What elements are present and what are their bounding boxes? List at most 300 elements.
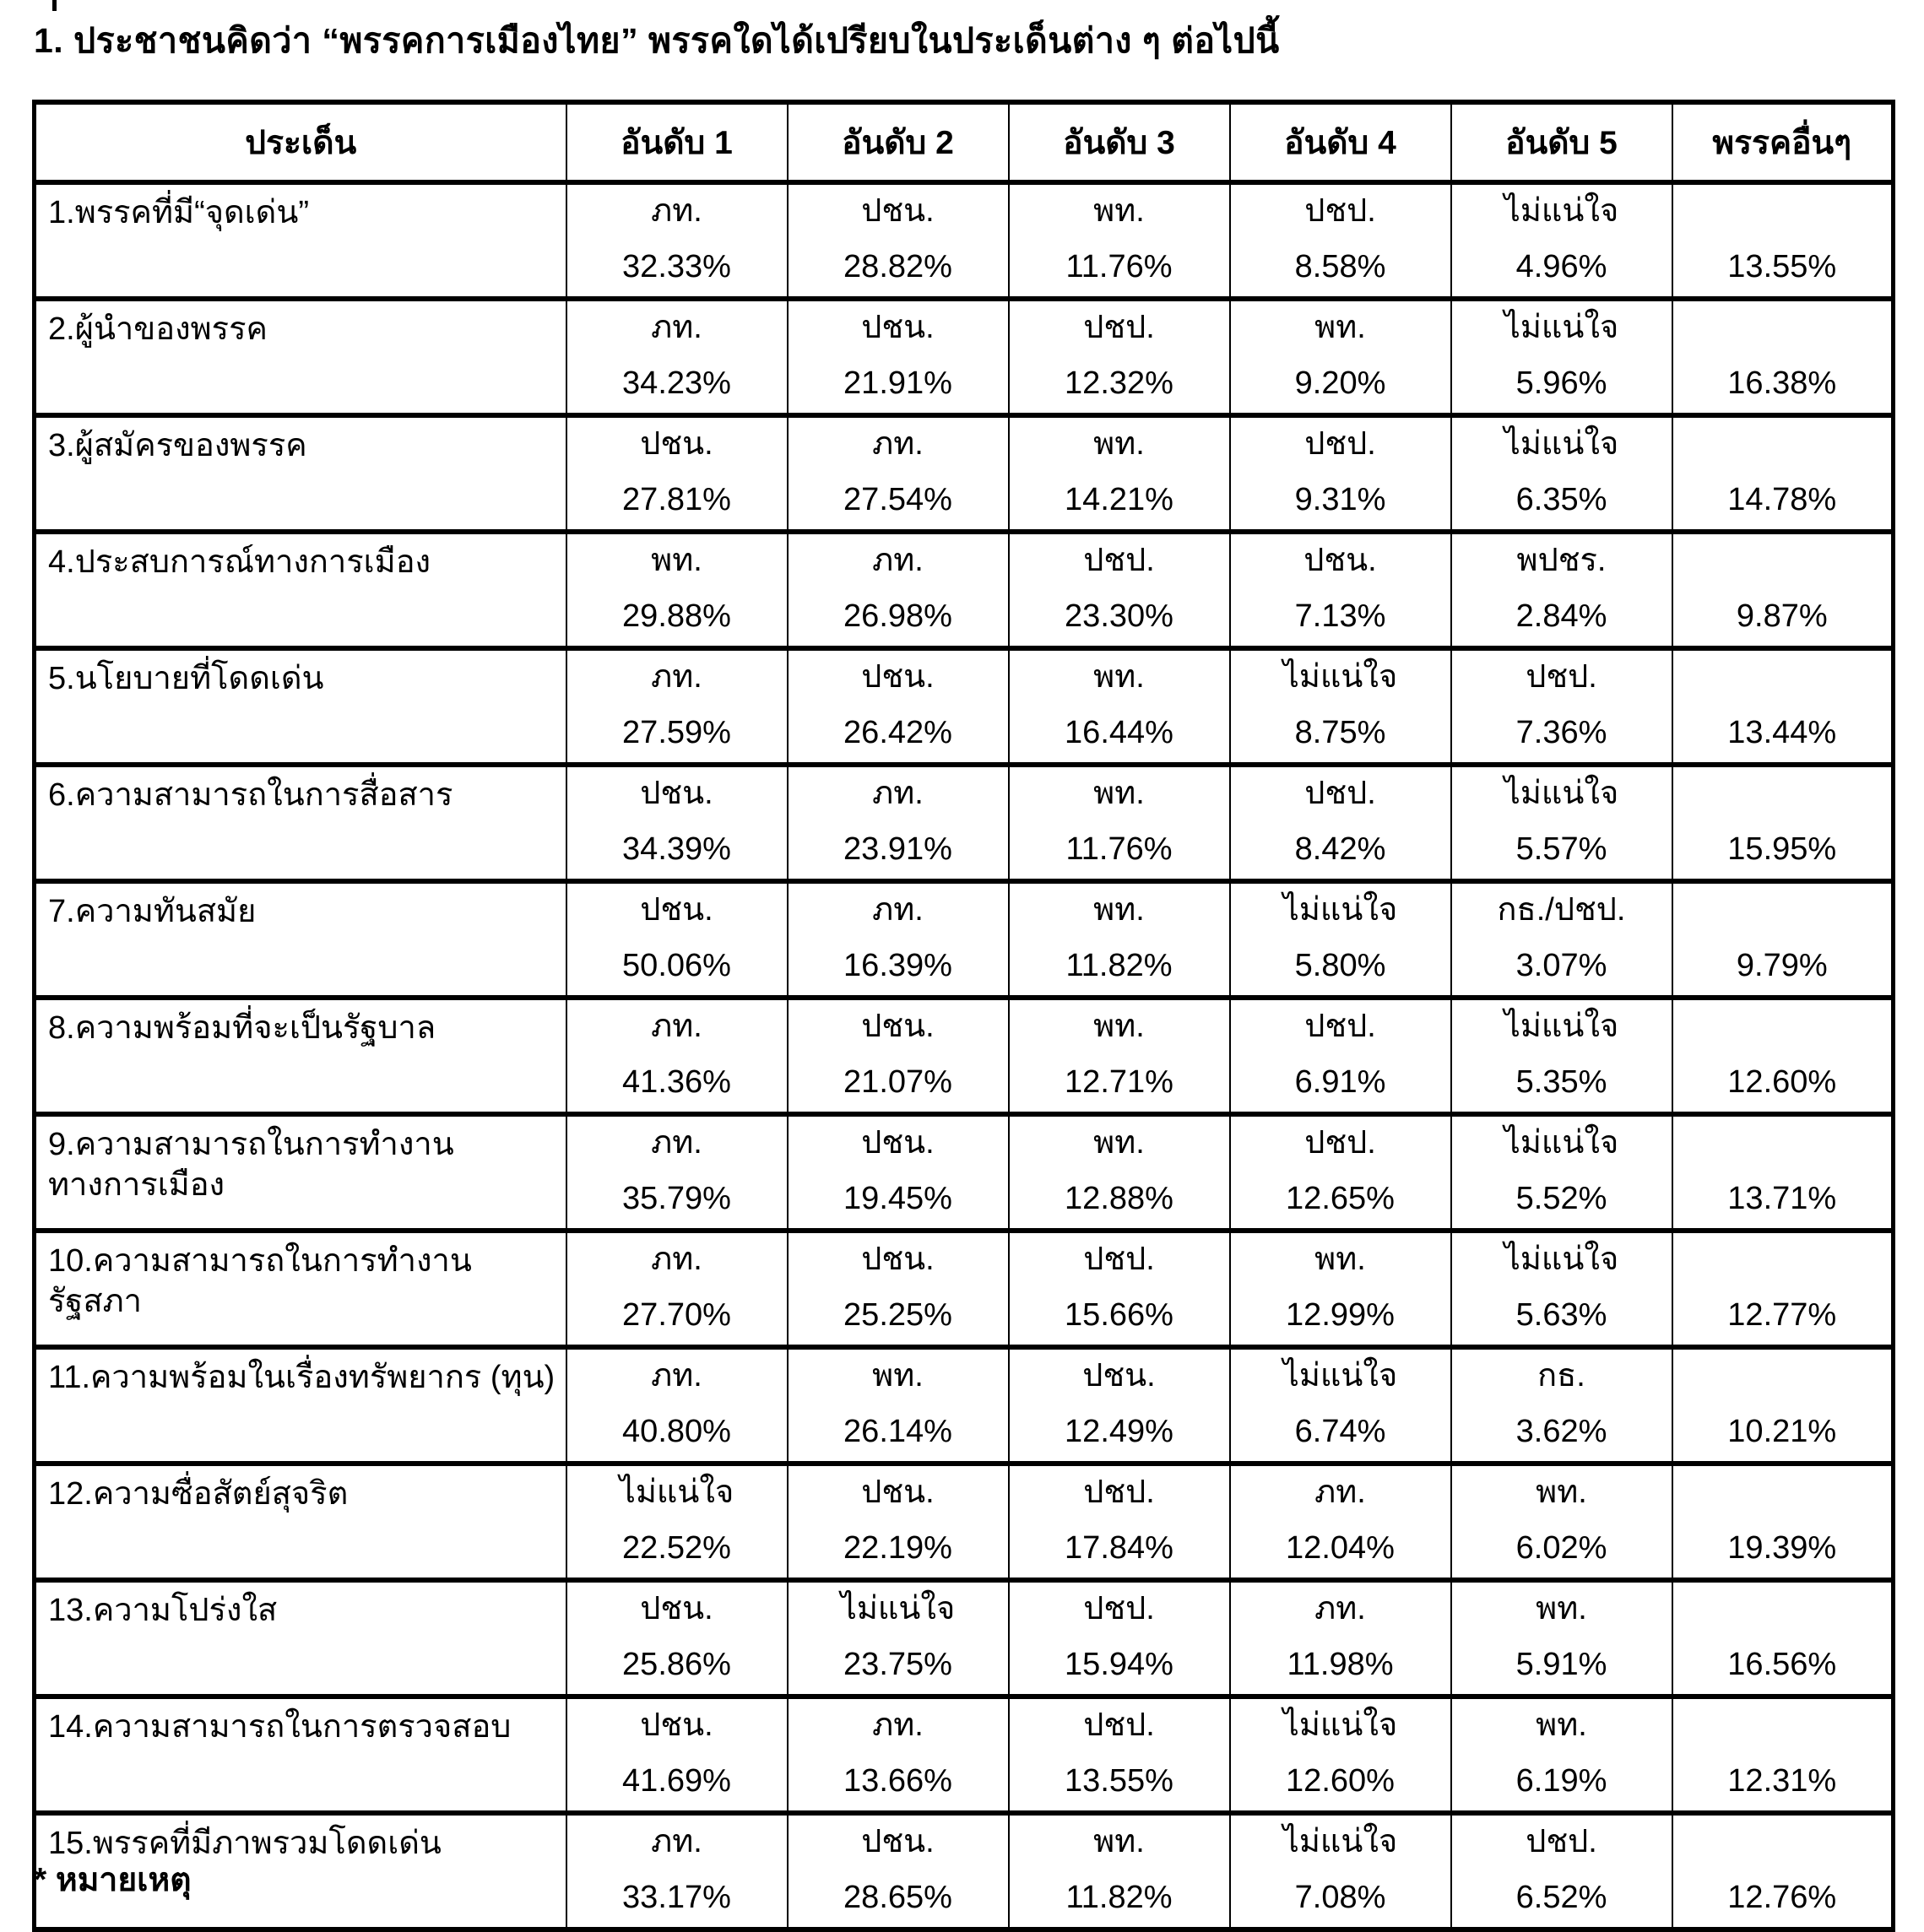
party-label: ปชน. [640, 776, 713, 811]
table-row [35, 1114, 1894, 1231]
party-label: ไม่แน่ใจ [840, 1591, 956, 1626]
issue-label: 15.พรรคที่มีภาพรวมโดดเด่น [48, 1826, 442, 1861]
rank-cell [566, 182, 788, 299]
table-row [35, 648, 1894, 765]
issue-cell [35, 648, 566, 765]
percent-value: 21.07% [843, 1064, 952, 1101]
party-label: ไม่แน่ใจ [1282, 1707, 1398, 1743]
percent-value: 6.35% [1515, 482, 1607, 518]
table-row [35, 1580, 1894, 1697]
issue-label: 8.ความพร้อมที่จะเป็นรัฐบาล [48, 1010, 436, 1046]
rank-cell [788, 765, 1009, 881]
percent-value: 26.14% [843, 1414, 952, 1450]
issue-cell [35, 998, 566, 1114]
party-label: พท. [1093, 1009, 1145, 1044]
issue-cell [35, 182, 566, 299]
party-label: ปชน. [861, 1824, 935, 1859]
percent-value: 7.13% [1294, 598, 1386, 635]
percent-value: 12.65% [1286, 1181, 1395, 1217]
column-header-rank-4: อันดับ 4 [1230, 102, 1451, 182]
percent-value: 27.54% [843, 482, 952, 518]
percent-value: 12.32% [1065, 365, 1173, 402]
table-row [35, 532, 1894, 648]
rank-cell [566, 1347, 788, 1464]
rank-cell [1230, 998, 1451, 1114]
percent-value: 29.88% [622, 598, 731, 635]
others-cell [1672, 1347, 1894, 1464]
issue-cell [35, 1464, 566, 1580]
party-label: ไม่แน่ใจ [1504, 1242, 1619, 1277]
rank-cell [1009, 1464, 1230, 1580]
others-value: 13.55% [1727, 249, 1837, 285]
rank-cell [1230, 1114, 1451, 1231]
column-header-rank-1: อันดับ 1 [566, 102, 788, 182]
percent-value: 17.84% [1065, 1530, 1173, 1567]
percent-value: 25.86% [622, 1647, 731, 1683]
rank-cell [1009, 648, 1230, 765]
percent-value: 15.94% [1065, 1647, 1173, 1683]
percent-value: 5.80% [1294, 948, 1386, 984]
issue-label: 3.ผู้สมัครของพรรค [48, 428, 307, 463]
others-value: 14.78% [1727, 482, 1837, 518]
rank-cell [1230, 765, 1451, 881]
party-label: ปชน. [861, 1242, 935, 1277]
table-row [35, 998, 1894, 1114]
percent-value: 23.75% [843, 1647, 952, 1683]
issue-cell [35, 532, 566, 648]
party-label: ภท. [651, 1824, 702, 1859]
rank-cell [788, 1697, 1009, 1813]
party-label: ภท. [872, 776, 924, 811]
column-header-rank-5: อันดับ 5 [1451, 102, 1672, 182]
party-label: พท. [1536, 1475, 1587, 1510]
rank-cell [566, 1464, 788, 1580]
party-label: ปชน. [861, 193, 935, 229]
others-value: 13.44% [1727, 715, 1837, 751]
issue-label: 11.ความพร้อมในเรื่องทรัพยากร (ทุน) [48, 1360, 556, 1395]
table-row [35, 1697, 1894, 1813]
percent-value: 8.42% [1294, 831, 1386, 868]
percent-value: 12.99% [1286, 1297, 1395, 1334]
issue-cell [35, 1114, 566, 1231]
rank-cell [1230, 1231, 1451, 1347]
rank-cell [788, 648, 1009, 765]
issue-label: 12.ความซื่อสัตย์สุจริต [48, 1476, 349, 1512]
table-body [35, 182, 1894, 1929]
rank-cell [1451, 1347, 1672, 1464]
issue-cell [35, 765, 566, 881]
party-label: ไม่แน่ใจ [619, 1475, 734, 1510]
party-label: ปชน. [640, 892, 713, 928]
table-row [35, 1231, 1894, 1347]
header-row [35, 102, 1894, 182]
issue-label: 13.ความโปร่งใส [48, 1593, 278, 1628]
others-value: 12.76% [1727, 1880, 1837, 1916]
percent-value: 6.74% [1294, 1414, 1386, 1450]
percent-value: 12.71% [1065, 1064, 1173, 1101]
percent-value: 12.88% [1065, 1181, 1173, 1217]
table-row [35, 1464, 1894, 1580]
percent-value: 11.76% [1065, 249, 1173, 285]
party-label: พท. [1093, 1125, 1145, 1161]
rank-cell [1230, 648, 1451, 765]
party-label: ไม่แน่ใจ [1504, 1125, 1619, 1161]
percent-value: 23.91% [843, 831, 952, 868]
percent-value: 11.82% [1065, 948, 1173, 984]
table-row [35, 415, 1894, 532]
percent-value: 5.91% [1515, 1647, 1607, 1683]
percent-value: 14.21% [1065, 482, 1173, 518]
rank-cell [1009, 1114, 1230, 1231]
party-label: ภท. [872, 1707, 924, 1743]
percent-value: 22.52% [622, 1530, 731, 1567]
party-label: พท. [1093, 892, 1145, 928]
party-label: ปชป. [1304, 776, 1376, 811]
percent-value: 15.66% [1065, 1297, 1173, 1334]
percent-value: 16.39% [843, 948, 952, 984]
table-row [35, 182, 1894, 299]
percent-value: 8.75% [1294, 715, 1386, 751]
percent-value: 2.84% [1515, 598, 1607, 635]
rank-cell [788, 1813, 1009, 1929]
party-label: ปชน. [861, 1125, 935, 1161]
others-cell [1672, 1231, 1894, 1347]
party-label: พปชร. [1516, 543, 1607, 578]
percent-value: 11.98% [1287, 1647, 1394, 1683]
percent-value: 6.19% [1515, 1763, 1607, 1799]
rank-cell [1451, 998, 1672, 1114]
table-header [35, 102, 1894, 182]
others-value: 12.77% [1727, 1297, 1837, 1334]
others-cell [1672, 1813, 1894, 1929]
others-value: 16.38% [1727, 365, 1837, 402]
rank-cell [788, 299, 1009, 415]
party-label: พท. [1536, 1591, 1587, 1626]
issue-cell [35, 1231, 566, 1347]
party-label: ภท. [651, 1009, 702, 1044]
percent-value: 35.79% [622, 1181, 731, 1217]
percent-value: 11.82% [1065, 1880, 1173, 1916]
rank-cell [566, 1580, 788, 1697]
rank-cell [1451, 1464, 1672, 1580]
rank-cell [1009, 1813, 1230, 1929]
party-label: ภท. [651, 1242, 702, 1277]
rank-cell [788, 182, 1009, 299]
rank-cell [788, 881, 1009, 998]
rank-cell [1230, 182, 1451, 299]
others-value: 13.71% [1727, 1181, 1837, 1217]
party-label: ปชป. [1304, 1009, 1376, 1044]
rank-cell [1451, 182, 1672, 299]
percent-value: 12.49% [1065, 1414, 1173, 1450]
party-label: ปชน. [861, 1475, 935, 1510]
rank-cell [1009, 532, 1230, 648]
rank-cell [1451, 1114, 1672, 1231]
party-label: ไม่แน่ใจ [1504, 310, 1619, 345]
party-label: ไม่แน่ใจ [1504, 1009, 1619, 1044]
party-label: ไม่แน่ใจ [1282, 1358, 1398, 1394]
rank-cell [566, 1114, 788, 1231]
rank-cell [566, 1697, 788, 1813]
rank-cell [1009, 881, 1230, 998]
party-label: ไม่แน่ใจ [1282, 1824, 1398, 1859]
party-label: กธ./ปชป. [1497, 892, 1626, 928]
others-cell [1672, 182, 1894, 299]
rank-cell [566, 648, 788, 765]
rank-cell [1230, 1580, 1451, 1697]
percent-value: 22.19% [843, 1530, 952, 1567]
column-header-others: พรรคอื่นๆ [1672, 102, 1894, 182]
rank-cell [1451, 648, 1672, 765]
percent-value: 34.39% [622, 831, 731, 868]
percent-value: 50.06% [622, 948, 731, 984]
issue-label: 6.ความสามารถในการสื่อสาร [48, 777, 453, 813]
party-label: ปชน. [640, 426, 713, 462]
rank-cell [1009, 998, 1230, 1114]
others-cell [1672, 1114, 1894, 1231]
percent-value: 13.66% [843, 1763, 952, 1799]
percent-value: 34.23% [622, 365, 731, 402]
rank-cell [788, 1231, 1009, 1347]
others-cell [1672, 532, 1894, 648]
party-label: พท. [1314, 310, 1366, 345]
percent-value: 12.04% [1286, 1530, 1395, 1567]
others-cell [1672, 648, 1894, 765]
column-header-issue: ประเด็น [35, 102, 566, 182]
percent-value: 33.17% [622, 1880, 731, 1916]
issue-cell [35, 1697, 566, 1813]
percent-value: 28.82% [843, 249, 952, 285]
rank-cell [1451, 1697, 1672, 1813]
issue-cell [35, 1347, 566, 1464]
rank-cell [1230, 415, 1451, 532]
issue-label: 2.ผู้นำของพรรค [48, 311, 268, 347]
party-label: ภท. [651, 1358, 702, 1394]
party-label: ไม่แน่ใจ [1504, 776, 1619, 811]
percent-value: 25.25% [843, 1297, 952, 1334]
issue-cell [35, 415, 566, 532]
rank-cell [1009, 182, 1230, 299]
party-label: ปชป. [1304, 426, 1376, 462]
percent-value: 23.30% [1065, 598, 1173, 635]
percent-value: 7.36% [1515, 715, 1607, 751]
party-label: ปชน. [640, 1707, 713, 1743]
rank-cell [1009, 299, 1230, 415]
rank-cell [1009, 415, 1230, 532]
others-cell [1672, 1697, 1894, 1813]
issue-cell [35, 299, 566, 415]
party-label: ภท. [872, 892, 924, 928]
party-label: ปชน. [861, 1009, 935, 1044]
issue-label: 10.ความสามารถในการทำงานรัฐสภา [48, 1243, 472, 1319]
party-label: ภท. [651, 310, 702, 345]
percent-value: 5.57% [1515, 831, 1607, 868]
rank-cell [1451, 765, 1672, 881]
party-label: ไม่แน่ใจ [1282, 659, 1398, 695]
party-label: ปชป. [1304, 193, 1376, 229]
percent-value: 5.63% [1515, 1297, 1607, 1334]
issue-cell [35, 881, 566, 998]
party-label: ภท. [872, 426, 924, 462]
others-value: 19.39% [1727, 1530, 1837, 1567]
others-cell [1672, 765, 1894, 881]
party-label: ปชป. [1083, 543, 1155, 578]
percent-value: 5.52% [1515, 1181, 1607, 1217]
percent-value: 27.81% [622, 482, 731, 518]
percent-value: 26.98% [843, 598, 952, 635]
rank-cell [788, 1580, 1009, 1697]
percent-value: 3.07% [1515, 948, 1607, 984]
table-row [35, 299, 1894, 415]
percent-value: 40.80% [622, 1414, 731, 1450]
others-value: 15.95% [1727, 831, 1837, 868]
percent-value: 41.36% [622, 1064, 731, 1101]
others-value: 10.21% [1727, 1414, 1837, 1450]
party-label: ปชน. [861, 659, 935, 695]
percent-value: 7.08% [1294, 1880, 1386, 1916]
others-value: 9.79% [1736, 948, 1828, 984]
issue-label: 4.ประสบการณ์ทางการเมือง [48, 544, 431, 580]
column-header-rank-2: อันดับ 2 [788, 102, 1009, 182]
rank-cell [1451, 532, 1672, 648]
rank-cell [1451, 1580, 1672, 1697]
others-cell [1672, 998, 1894, 1114]
percent-value: 6.02% [1515, 1530, 1607, 1567]
table-row [35, 881, 1894, 998]
party-label: ปชป. [1083, 1242, 1155, 1277]
rank-cell [1009, 1231, 1230, 1347]
rank-cell [1230, 1697, 1451, 1813]
party-label: ปชป. [1304, 1125, 1376, 1161]
rank-cell [1230, 1464, 1451, 1580]
page-title: 1. ประชาชนคิดว่า “พรรคการเมืองไทย” พรรคใดได้เปรียบในประเด็นต่าง ๆ ต่อไปนี้ [34, 21, 1280, 60]
rank-cell [1230, 532, 1451, 648]
party-label: ปชน. [640, 1591, 713, 1626]
party-label: พท. [1093, 1824, 1145, 1859]
rank-cell [566, 532, 788, 648]
party-label: ภท. [651, 193, 702, 229]
percent-value: 4.96% [1515, 249, 1607, 285]
footnote: * หมายเหตุ [34, 1862, 192, 1898]
percent-value: 13.55% [1065, 1763, 1173, 1799]
rank-cell [788, 532, 1009, 648]
issue-label: 5.นโยบายที่โดดเด่น [48, 661, 324, 696]
rank-cell [1451, 299, 1672, 415]
party-label: ปชป. [1526, 1824, 1597, 1859]
percent-value: 26.42% [843, 715, 952, 751]
table-row [35, 1347, 1894, 1464]
party-label: ปชป. [1083, 1707, 1155, 1743]
rank-cell [1451, 415, 1672, 532]
percent-value: 19.45% [843, 1181, 952, 1217]
others-value: 9.87% [1736, 598, 1828, 635]
party-label: ภท. [872, 543, 924, 578]
party-label: ปชป. [1526, 659, 1597, 695]
rank-cell [566, 998, 788, 1114]
issue-label: 7.ความทันสมัย [48, 894, 257, 929]
percent-value: 27.70% [622, 1297, 731, 1334]
party-label: กธ. [1537, 1358, 1585, 1394]
party-label: พท. [1093, 426, 1145, 462]
percent-value: 32.33% [622, 249, 731, 285]
issue-cell [35, 1580, 566, 1697]
rank-cell [1009, 1580, 1230, 1697]
others-value: 12.60% [1727, 1064, 1837, 1101]
others-cell [1672, 1580, 1894, 1697]
percent-value: 5.35% [1515, 1064, 1607, 1101]
party-label: พท. [1314, 1242, 1366, 1277]
party-label: ภท. [651, 659, 702, 695]
party-label: ภท. [651, 1125, 702, 1161]
results-table [32, 100, 1895, 1932]
issue-label: 14.ความสามารถในการตรวจสอบ [48, 1709, 512, 1745]
party-label: ปชป. [1083, 1475, 1155, 1510]
rank-cell [1230, 1813, 1451, 1929]
percent-value: 6.91% [1294, 1064, 1386, 1101]
percent-value: 6.52% [1515, 1880, 1607, 1916]
percent-value: 12.60% [1286, 1763, 1395, 1799]
party-label: ไม่แน่ใจ [1282, 892, 1398, 928]
rank-cell [788, 998, 1009, 1114]
percent-value: 9.31% [1294, 482, 1386, 518]
issue-label: 1.พรรคที่มี“จุดเด่น” [48, 195, 309, 230]
party-label: ปชน. [1303, 543, 1377, 578]
rank-cell [1451, 1813, 1672, 1929]
party-label: ภท. [1314, 1475, 1366, 1510]
rank-cell [1009, 765, 1230, 881]
party-label: พท. [1536, 1707, 1587, 1743]
rank-cell [566, 881, 788, 998]
rank-cell [1230, 299, 1451, 415]
percent-value: 8.58% [1294, 249, 1386, 285]
rank-cell [1230, 1347, 1451, 1464]
percent-value: 16.44% [1065, 715, 1173, 751]
party-label: ปชน. [1082, 1358, 1156, 1394]
issue-label: 9.ความสามารถในการทำงานทางการเมือง [48, 1127, 454, 1203]
column-header-rank-3: อันดับ 3 [1009, 102, 1230, 182]
party-label: ปชป. [1083, 310, 1155, 345]
others-cell [1672, 881, 1894, 998]
party-label: พท. [651, 543, 702, 578]
table-row [35, 1813, 1894, 1929]
percent-value: 3.62% [1515, 1414, 1607, 1450]
party-label: พท. [1093, 193, 1145, 229]
rank-cell [1451, 1231, 1672, 1347]
percent-value: 5.96% [1515, 365, 1607, 402]
party-label: พท. [1093, 659, 1145, 695]
rank-cell [788, 1114, 1009, 1231]
party-label: ไม่แน่ใจ [1504, 193, 1619, 229]
party-label: พท. [872, 1358, 924, 1394]
cropped-text-fragment [52, 0, 57, 11]
rank-cell [1009, 1347, 1230, 1464]
rank-cell [788, 1464, 1009, 1580]
rank-cell [1230, 881, 1451, 998]
percent-value: 9.20% [1294, 365, 1386, 402]
rank-cell [1451, 881, 1672, 998]
party-label: ไม่แน่ใจ [1504, 426, 1619, 462]
party-label: ภท. [1314, 1591, 1366, 1626]
others-cell [1672, 1464, 1894, 1580]
party-label: ปชป. [1083, 1591, 1155, 1626]
others-value: 16.56% [1727, 1647, 1837, 1683]
percent-value: 21.91% [843, 365, 952, 402]
others-cell [1672, 415, 1894, 532]
percent-value: 28.65% [843, 1880, 952, 1916]
rank-cell [788, 415, 1009, 532]
rank-cell [566, 1231, 788, 1347]
rank-cell [566, 415, 788, 532]
